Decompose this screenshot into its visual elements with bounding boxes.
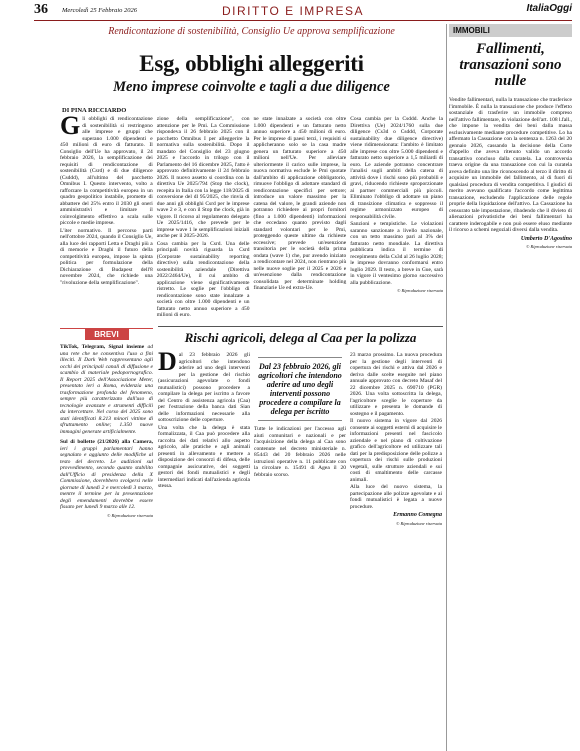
page-header: [0, 0, 580, 20]
article-column-1: [60, 111, 153, 320]
brevi-lead: TikTok, Telegram, Signal insieme: [60, 344, 145, 350]
article-column-4: [350, 116, 443, 320]
section-title: DIRITTO E IMPRESA: [222, 4, 364, 18]
second-article: [158, 326, 443, 527]
column-text: 23 marzo prossimo. La nuova procedura per la gestione degli interventi di copertura dei rischi e attiva dal 2026 e deriva dalle scelte eseguite nel piano annuale approvato con decreto Masaf del 22 dicembre 2025 n. 690710 (PGR) 2026. Una volta sottoscritta la delega, l'agricoltore sceglie le coperture da utilizzare e presenta le domande di sostegno e il pagamento.: [350, 352, 442, 417]
column-text: ne state innalzate a società con oltre 1.000 dipendenti e un fatturato netto annuo superiore a 450 milioni di euro. Per le imprese di paesi terzi, i requisiti si applicheranno solo se la casa madre genera un fatturato superiore a 450 milioni nell'Ue. Per alleviare ulteriormente il carico sulle imprese, la nuova normativa esclude le Pmi quotate dall'ambito di applicazione obbligatorio, rimuove l'obbligo di adottare standard di rendicontazione specifici per settore; introduce un valore massimo per la catena del valore, le grandi aziende non potranno richiedere ai propri fornitori (fino a 1.000 dipendenti) informazioni che eccedano quanto previsto dagli standard volontari per le Pmi, proteggendo queste ultime da richieste eccessive; prevede un'esenzione transitoria per le società della prima ondata (wave 1) che, pur avendo iniziato a rendicontare nel 2024, non rientrano più nelle nuove soglie per il 2025 e 2026 e un'esenzione dalla rendicontazione consolidata per determinate holding finanziarie Ue ed extra-Ue.: [253, 116, 347, 291]
article-subhead: Meno imprese coinvolte e tagli a due diligence: [113, 79, 390, 95]
header-rule: [34, 20, 572, 21]
second-column-1: [158, 347, 250, 527]
copyright-note: © Riproduzione riservata: [396, 520, 442, 526]
copyright-note: © Riproduzione riservata: [526, 243, 572, 249]
newspaper-logo: ItaliaOggi: [526, 3, 572, 14]
copyright-note: © Riproduzione riservata: [397, 288, 443, 293]
sidebar-text: Vendite fallimentari, nulla la transazione che trasferisce l'immobile. È nulla la transazione che produce l'effetto sostanziale di trasferire un immobile compreso nell'attivo fallimentare, in violazione dell'art. 108 l.fall., che impone la vendita dei beni dalla massa esclusivamente mediante procedure competitive. Lo ha affermato la Cassazione con la sentenza n. 1263 del 20 gennaio 2026, cassando la decisione della Corte d'appello che aveva ritenuto valido un accordo transattivo concluso dalla curatela. La controversia traeva origine da una transazione con cui la curatela aveva definito una lite riconoscendo al terzo il diritto di acquisire un immobile del fallimento, al di fuori di qualsiasi procedura di vendita competitiva. I giudici di merito avevano qualificato l'accordo come legittima transazione, escludendo l'applicazione delle regole proprie della liquidazione dell'attivo. La Cassazione ha censurato tale impostazione, ribadendo che il divieto di alienazioni privatistiche dei beni fallimentari ha carattere inderogabile e non può essere eluso mediante il ricorso a schemi negoziali diversi dalla vendita.: [449, 97, 572, 233]
column-text: al 23 febbraio 2026 gli agricoltori che intendono aderire ad uno degli interventi per la gestione del rischio (assicurazioni agevolate o fondi mutualistici) possono procedere a compilare la delega per iscritto a favore del Centro di assistenza agricola (Caa) per l'estrazione della banca dati Sian delle informazioni necessarie alla sottoscrizione delle coperture.: [158, 352, 250, 423]
column-text: Sanzioni e tempistiche. Le violazioni saranno sanzionate a livello nazionale, con un tetto massimo pari al 3% del fatturato netto mondiale. La direttiva pubblicata indica il termine di recepimento della Cs3d al 26 luglio 2028; le imprese dovranno conformarsi entro luglio 2029. Il testo, a breve in Gue, sarà in vigore il ventesimo giorno successivo alla pubblicazione.: [350, 221, 443, 286]
page-date: Mercoledì 25 Febbraio 2026: [62, 7, 138, 14]
brevi-body: ieri i gruppi parlamentari hanno segnalato e aggiunto delle modifiche al testo del decreto. Le audizioni sul provvedimento, secondo quanto stabilito dall'Ufficio di presidenza della X Commissione, dovrebbero svolgersi nelle giornate di lunedì 2 e mercoledì 3 marzo, mentre il termine per la presentazione degli emendamenti dovrebbe essere fissato per lunedì 9 marzo alle 12.: [60, 445, 153, 510]
brevi-body: ad una rete che ne consentiva l'uso a fini illeciti. Il Dark Web rappresentano agli occhi dei principali canali di diffusione e scambio di materiale pedopornografico. Il Report 2025 dell'Associazione Meter, presentato ieri a Roma, evidenzia una trasformazione profonda del fenomeno, sempre più caratterizzato dall'uso di tecnologie avanzate e strumenti difficili da intercettare. Nel corso del 2025 sono stati identificati 8.213 minori vittime di sfruttamento online; 1.350 nuove immagini generate artificialmente.: [60, 344, 153, 435]
column-text: zione della semplificazione", con attenzione per le Pmi. La Commissione rispondeva il 26 febbraio 2025 con il pacchetto Omnibus I per alleggerire la normativa sulla sostenibilità. Dopo il mandato del Consiglio del 23 giugno 2025 e l'accordo in trilogo con il Parlamento del 16 dicembre 2025, l'atto è approvato definitivamente il 24 febbraio 2026. Il nuovo assetto si coordina con la direttiva Ue 2025/794 (Stop the clock), recepita in Italia con la legge 118/2025 di conversione del dl 95/2025, che rinvia di due anni gli obblighi Csrd per le imprese wave 2 e 3, e con il Stop the clock, già in vigore. Il ricorso al regolamento delegato Ue 2025/1416, che prevede per le imprese wave 1 le semplificazioni iniziali anche per il 2025-2026.: [156, 116, 250, 239]
sidebar-tag: IMMOBILI: [449, 24, 572, 37]
article-headline: Esg, obblighi alleggeriti: [139, 51, 364, 76]
sidebar-article: [449, 24, 572, 751]
column-text: li obblighi di rendicontazione di sostenibilità si restringono alle imprese e gruppi che superano 1.000 dipendenti e 450 milioni di euro di fatturato. Il Consiglio dell'Ue ha approvato, il 24 febbraio 2026, la semplificazione dei requisiti di rendicontazione di sostenibilità (Csrd) e di due diligence (Csddd), all'ultimo del pacchetto Omnibus I. Questo intervento, volto a rafforzare la competitività europea in un quadro geopolitico instabile, promette di abbattere del 25% entro il 2030 gli oneri amministrativi e limitare il coinvolgimento effettivo a scala sulle piccole e medie imprese.: [60, 116, 153, 226]
copyright-note: © Riproduzione riservata: [107, 512, 153, 518]
brevi-lead: Sul di bollette (21/2026) alla Camera,: [60, 439, 153, 445]
article-rule: [158, 326, 443, 327]
second-column-3: [350, 352, 442, 527]
column-text: Cosa cambia per la Csddd. Anche la Direttiva (Ue) 2024/1760 sulla due diligence (Cs3d o Csddd, Corporate sustainability due diligence directive) viene ridimensionata: l'ambito è limitato alle imprese con oltre 5.000 dipendenti e fatturato netto superiore a 1,5 miliardi di euro. Le aziende potranno concentrare l'analisi sugli ambiti della catena di attività dove i rischi sono più probabili e gravi, riducendo richieste sproporzionate ai partner commerciali più piccoli. Eliminato l'obbligo di adottare un piano di transizione climatica e soppresso il regime armonizzato europeo di responsabilità civile.: [350, 116, 443, 220]
article-column-3: [254, 116, 347, 320]
main-article: [60, 24, 443, 751]
brevi-box: [60, 328, 153, 518]
column-text: Cosa cambia per la Csrd. Una delle principali novità riguarda la Csrd (Corporate sustainability reporting directive) sulla rendicontazione della sostenibilità aziendale (Direttiva 2022/2464/Ue), il cui ambito di applicazione viene significativamente ristretto. Le soglie per l'obbligo di rendicontazione sono state innalzate a società con oltre 1.000 dipendenti e un fatturato netto annuo superiore a 450 milioni di euro.: [156, 240, 250, 318]
pull-quote: Dal 23 febbraio 2026, gli agricoltori che intendono aderire ad uno degli interventi possono procedere a compilare la delega per iscritto: [258, 357, 342, 421]
article-author: Ermanno Comegna: [393, 512, 442, 518]
column-text: Una volta che la delega è stata formalizzata, il Caa può procedere alla raccolta dei dati relativi allo aspetto agricolo, alle pratiche e agli animali presenti in allevamento e mettere a disposizione dei consorzi di difesa, delle compagnie assicurative, dei soggetti gestori dei fondi mutualistici e degli intermediari indicati dall'azienda agricola stessa.: [158, 424, 250, 489]
brevi-item: [60, 439, 153, 511]
article-column-2: [157, 116, 250, 320]
column-text: Il nuovo sistema in vigore dal 2026 consente ai soggetti esterni di acquisire le informazioni presenti nel fascicolo aziendale e nel piano di coltivazione grafico dell'agricoltore ed utilizzare tali dati per la predisposizione delle polizze a copertura dei rischi sulle produzioni vegetali, sulle strutture aziendali e sui costi di smaltimento delle carcasse animali.: [350, 418, 442, 483]
article-columns: [60, 111, 443, 320]
sidebar-headline: Fallimenti, transazioni sono nulle: [459, 41, 562, 89]
drop-cap: G: [60, 111, 81, 140]
second-columns: [158, 347, 443, 527]
brevi-label: BREVI: [85, 329, 129, 340]
brevi-item: [60, 344, 153, 435]
second-headline: Rischi agricoli, delega al Caa per la polizza: [184, 330, 417, 345]
column-text: L'iter normativo. Il percorso partì nell'ottobre 2024, quando il Consiglio Ue, alla luce dei rapporti Letta e Draghi più a di memorie e Draghi il futuro della competitività europea, impose la spinta politica per formulazione della Dichiarazione di Budapest dell'8 novembre 2024, che richiede una "rivoluzione della semplificazione".: [60, 227, 153, 286]
second-column-2: [254, 352, 346, 527]
column-text: Alla luce del nuovo sistema, la partecipazione alle polizze agevolate e ai fondi mutualistici è legata a nuove procedure.: [350, 484, 442, 510]
article-kicker: Rendicontazione di sostenibilità, Consiglio Ue approva semplificazione: [108, 26, 395, 37]
sidebar-author: Umberto D'Agostino: [520, 235, 572, 242]
drop-cap: D: [158, 347, 177, 376]
page-number: 36: [34, 2, 48, 17]
column-divider: [446, 24, 447, 751]
article-byline: DI PINA RICCIARDO: [62, 107, 127, 114]
column-text: Tutte le indicazioni per l'accesso agli aiuti comunitari e nazionali e per l'acquisizione della delega al Caa sono contenute nel decreto ministeriale n. 85443 del 20 febbraio 2026 nelle istruzioni operative n. 11 pubblicate con la circolare n. 15491 di Agea il 20 febbraio scorso.: [254, 426, 346, 478]
